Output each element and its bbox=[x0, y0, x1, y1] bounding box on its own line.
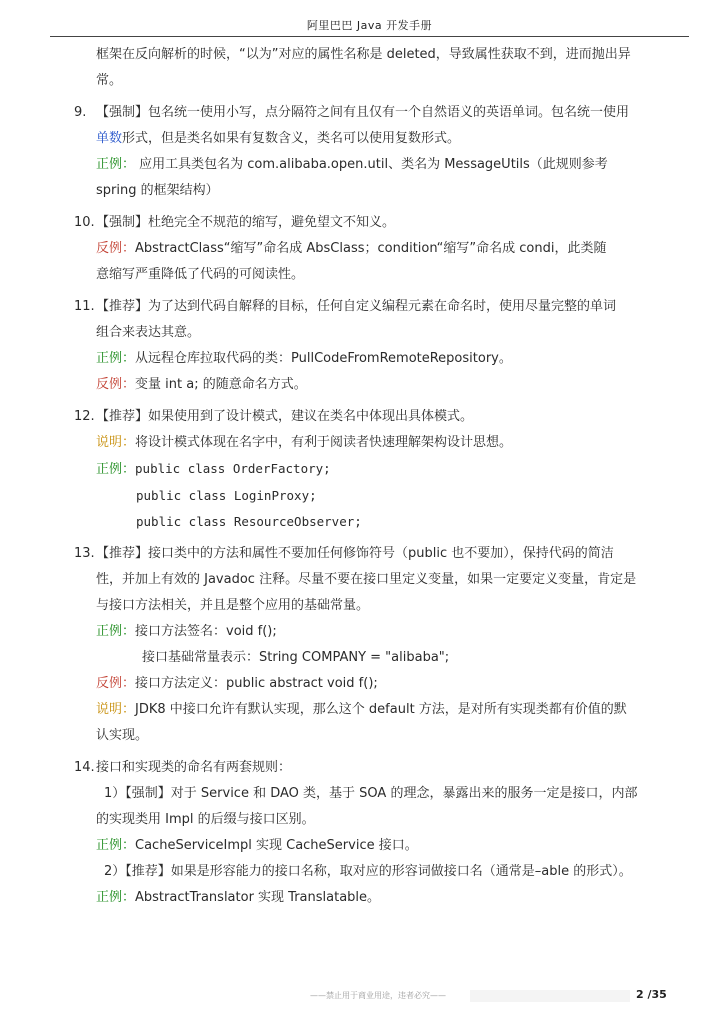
example-text: AbstractTranslator 实现 Translatable。 bbox=[135, 890, 381, 905]
item-text: 与接口方法相关，并且是整个应用的基础常量。 bbox=[96, 598, 370, 613]
example-text: 变量 int a; 的随意命名方式。 bbox=[135, 377, 307, 392]
page-header-title: 阿里巴巴 Java 开发手册 bbox=[306, 19, 433, 32]
positive-example-label: 正例： bbox=[96, 624, 136, 639]
negative-example-label: 反例： bbox=[96, 241, 136, 256]
positive-example-label: 正例： bbox=[96, 351, 136, 366]
note-text: JDK8 中接口允许有默认实现，那么这个 default 方法，是对所有实现类都有价值的默 bbox=[135, 702, 627, 717]
item-text: 形式，但是类名如果有复数含义，类名可以使用复数形式。 bbox=[122, 131, 461, 146]
item-12 bbox=[74, 404, 690, 535]
header-divider bbox=[50, 36, 689, 37]
item-text: 【强制】杜绝完全不规范的缩写，避免望文不知义。 bbox=[96, 215, 396, 230]
item-number: 9. bbox=[74, 105, 87, 120]
positive-example-label: 正例： bbox=[96, 890, 136, 905]
item-text: 接口和实现类的命名有两套规则： bbox=[96, 760, 292, 775]
note-text: 认实现。 bbox=[96, 728, 149, 743]
page-number: 2 /35 bbox=[636, 988, 667, 1001]
negative-example-label: 反例： bbox=[96, 377, 136, 392]
item-11 bbox=[74, 294, 690, 398]
example-text: 应用工具类包名为 com.alibaba.open.util、类名为 MessageUtils（此规则参考 bbox=[135, 157, 608, 172]
item-13 bbox=[74, 541, 690, 749]
item-9 bbox=[74, 100, 690, 204]
item-text: 【推荐】接口类中的方法和属性不要加任何修饰符号（public 也不要加），保持代码的简洁 bbox=[96, 546, 614, 561]
example-text: spring 的框架结构） bbox=[96, 183, 219, 198]
positive-example-label: 正例： bbox=[96, 157, 136, 172]
page-footer bbox=[0, 988, 724, 1004]
item-text: 【推荐】如果使用到了设计模式，建议在类名中体现出具体模式。 bbox=[96, 409, 474, 424]
item-number: 13. bbox=[74, 546, 95, 561]
rule-text: 的实现类用 Impl 的后缀与接口区别。 bbox=[96, 812, 315, 827]
item-number: 11. bbox=[74, 299, 95, 314]
item-number: 12. bbox=[74, 409, 95, 424]
example-text: 接口方法定义：public abstract void f(); bbox=[135, 676, 378, 691]
positive-example-label: 正例： bbox=[96, 838, 136, 853]
item-10 bbox=[74, 210, 690, 288]
footer-band bbox=[470, 990, 630, 1002]
example-text: 接口方法签名：void f(); bbox=[135, 624, 277, 639]
item-14 bbox=[74, 755, 690, 911]
example-text: 接口基础常量表示：String COMPANY = "alibaba"; bbox=[142, 650, 450, 665]
note-label: 说明： bbox=[96, 702, 136, 717]
intro-line: 常。 bbox=[96, 73, 123, 88]
negative-example-label: 反例： bbox=[96, 676, 136, 691]
footer-notice: ——禁止用于商业用途，违者必究—— bbox=[310, 991, 446, 1000]
positive-example-label: 正例： bbox=[96, 462, 136, 477]
rule-text: 1）【强制】对于 Service 和 DAO 类，基于 SOA 的理念，暴露出来的服务一定是接口，内部 bbox=[104, 786, 638, 801]
item-text: 组合来表达其意。 bbox=[96, 325, 201, 340]
example-text: CacheServiceImpl 实现 CacheService 接口。 bbox=[135, 838, 418, 853]
rule-text: 2）【推荐】如果是形容能力的接口名称，取对应的形容词做接口名（通常是–able 的形式）。 bbox=[104, 864, 632, 879]
intro-line: 框架在反向解析的时候，“以为”对应的属性名称是 deleted，导致属性获取不到，进而抛出异 bbox=[96, 47, 631, 62]
example-text: AbstractClass“缩写”命名成 AbsClass；condition“缩写”命名成 condi，此类随 bbox=[135, 241, 607, 256]
highlight-term: 单数 bbox=[96, 131, 123, 146]
example-text: 从远程仓库拉取代码的类：PullCodeFromRemoteRepository。 bbox=[135, 351, 512, 366]
example-text: 意缩写严重降低了代码的可阅读性。 bbox=[96, 267, 305, 282]
item-text: 性，并加上有效的 Javadoc 注释。尽量不要在接口里定义变量，如果一定要定义变量，肯定是 bbox=[96, 572, 637, 587]
item-text: 【推荐】为了达到代码自解释的目标，任何自定义编程元素在命名时，使用尽量完整的单词 bbox=[96, 299, 617, 314]
item-number: 14. bbox=[74, 760, 95, 775]
document-body bbox=[74, 42, 690, 911]
note-text: 将设计模式体现在名字中，有利于阅读者快速理解架构设计思想。 bbox=[135, 435, 513, 450]
note-label: 说明： bbox=[96, 435, 136, 450]
item-text: 【强制】包名统一使用小写，点分隔符之间有且仅有一个自然语义的英语单词。包名统一使用 bbox=[96, 105, 630, 120]
code-line: public class ResourceObserver; bbox=[136, 514, 362, 529]
code-line: public class LoginProxy; bbox=[136, 488, 317, 503]
item-number: 10. bbox=[74, 215, 95, 230]
code-line: public class OrderFactory; bbox=[135, 461, 331, 476]
